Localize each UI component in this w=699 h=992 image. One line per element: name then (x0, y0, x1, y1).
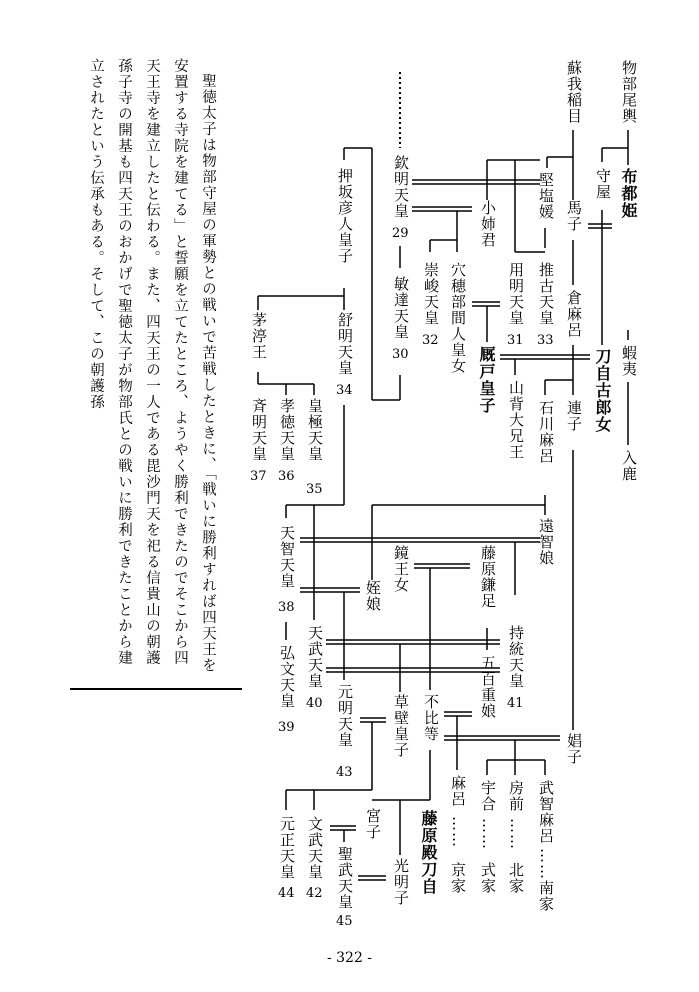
num-kobun: 39 (278, 720, 295, 735)
num-bidatsu: 30 (392, 347, 409, 362)
num-yomei: 31 (507, 333, 524, 348)
name-fuhito: 不比等 (422, 694, 440, 742)
dots-hokke: …… (507, 818, 525, 850)
num-kotoku: 36 (278, 469, 295, 484)
name-tenji: 天智天皇 (278, 525, 296, 589)
name-kinmei: 欽明天皇 (392, 155, 410, 219)
name-iruka: 入鹿 (620, 450, 638, 482)
num-jito: 41 (507, 696, 524, 711)
name-kurumaro: 倉麻呂 (565, 290, 583, 338)
dots-kyoke: …… (449, 816, 467, 848)
name-moriya: 守屋 (594, 168, 612, 200)
name-umako: 馬子 (565, 200, 583, 232)
name-umayado: 厩戸皇子 (477, 346, 496, 414)
name-meinojo: 姪娘 (364, 580, 382, 612)
name-jito: 持統天皇 (507, 625, 525, 689)
name-nanke: 南家 (537, 880, 555, 912)
name-yomei: 用明天皇 (507, 262, 525, 326)
name-fusasaki: 房前 (507, 780, 525, 812)
name-bidatsu: 敏達天皇 (392, 276, 410, 340)
name-soga-iname: 蘇我稲目 (565, 60, 583, 124)
name-oanegimi: 小姉君 (479, 200, 497, 248)
name-miyako: 宮子 (364, 808, 382, 840)
name-kyoke: 京家 (449, 862, 467, 894)
name-tenmu: 天武天皇 (306, 625, 324, 689)
dots-nanke: …… (537, 848, 555, 880)
num-kogyoku: 35 (306, 482, 323, 497)
name-sushun: 崇峻天皇 (422, 262, 440, 326)
name-saimei: 斉明天皇 (250, 398, 268, 462)
num-genmei: 43 (336, 765, 353, 780)
name-kusakabe: 草壁皇子 (392, 694, 410, 758)
name-hokke: 北家 (507, 862, 525, 894)
name-kamatari: 藤原鎌足 (479, 545, 497, 609)
num-tenji: 38 (278, 600, 295, 615)
dots-shikike: …… (479, 818, 497, 850)
name-shomu: 聖武天皇 (336, 846, 354, 910)
num-gensho: 44 (278, 886, 295, 901)
name-oshisakahikohito: 押坂彦人皇子 (336, 168, 354, 264)
name-komyoshi: 光明子 (392, 858, 410, 906)
page-number: - 322 - (326, 950, 373, 966)
name-anahobe: 穴穂部間人皇女 (449, 262, 467, 374)
name-maro: 麻呂 (449, 775, 467, 807)
divider-rule (70, 688, 242, 690)
name-mononobe-okoshi: 物部尾輿 (620, 60, 638, 124)
name-chinu: 茅渟王 (250, 312, 268, 360)
num-sushun: 32 (422, 333, 439, 348)
num-monmu: 42 (306, 886, 323, 901)
name-kobun: 弘文天皇 (278, 645, 296, 709)
name-futsuhime: 布都姫 (619, 168, 638, 219)
num-shomu: 45 (336, 914, 353, 929)
name-jomei: 舒明天皇 (336, 312, 354, 376)
body-paragraph: 聖徳太子は物部守屋の軍勢との戦いで苦戦したときに、「戦いに勝利すれば四天王を安置する寺院を建てる」と誓願を立てたところ、ようやく勝利できたのでそこから四天王寺を建立したと伝わる。また、四天王の一人である毘沙門天を祀る信貴山の朝護孫子寺の開基も四天王のおかげで聖徳太子が物部氏との戦いに勝利できたことから建立されたという伝承もある。そして、この朝護孫 (88, 58, 216, 674)
num-kinmei: 29 (392, 226, 409, 241)
name-genmei: 元明天皇 (336, 684, 354, 748)
name-monmu: 文武天皇 (306, 816, 324, 880)
name-fujiwara-tojiko: 藤原殿刀自 (419, 810, 438, 895)
name-iokatsu: 五百重娘 (479, 655, 497, 719)
name-shikike: 式家 (479, 862, 497, 894)
num-saimei: 37 (250, 469, 267, 484)
name-ochi: 遠智娘 (537, 518, 555, 566)
name-kotoku: 孝徳天皇 (278, 398, 296, 462)
name-suiko: 推古天皇 (537, 262, 555, 326)
name-kagami: 鏡王女 (392, 545, 410, 593)
num-suiko: 33 (537, 333, 554, 348)
name-gensho: 元正天皇 (278, 816, 296, 880)
name-umakai: 宇合 (479, 780, 497, 812)
name-muraji: 連子 (565, 400, 583, 432)
name-emishi: 蝦夷 (620, 345, 638, 377)
name-kitashihime: 堅塩媛 (537, 172, 555, 220)
name-ishikawa: 石川麻呂 (537, 400, 555, 464)
name-yamashiro: 山背大兄王 (507, 380, 525, 460)
body-text (72, 58, 222, 678)
name-kogyoku: 皇極天皇 (306, 398, 324, 462)
name-tojiko: 刀自古郎女 (593, 348, 612, 433)
name-muchimaro: 武智麻呂 (537, 780, 555, 844)
num-tenmu: 40 (306, 696, 323, 711)
name-shoshi: 娼子 (565, 733, 583, 765)
num-jomei: 34 (336, 383, 353, 398)
